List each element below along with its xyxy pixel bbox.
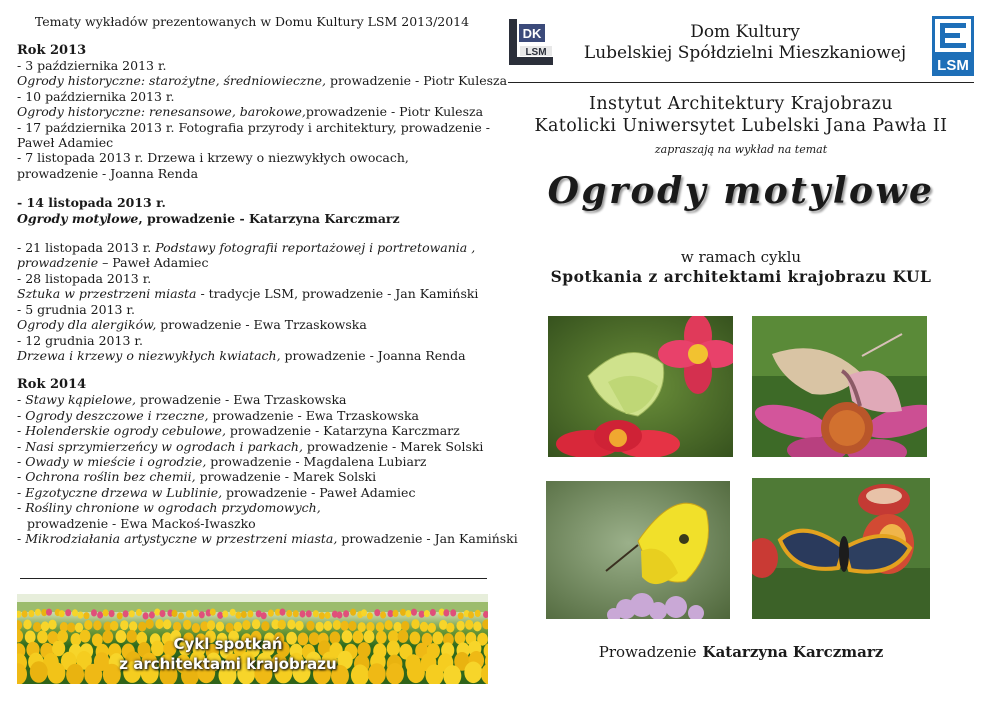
lecture-presenter: prowadzenie - Ewa Trzaskowska [156, 317, 367, 333]
list-item: - 28 listopada 2013 r. [17, 270, 152, 286]
bullet-dash: - [17, 453, 26, 469]
list-item [17, 240, 491, 255]
list-item [17, 392, 491, 407]
bullet-dash: - [17, 500, 26, 516]
org-line2: Lubelskiej Spółdzielni Mieszkaniowej [583, 43, 907, 63]
year-heading-2014: Rok 2014 [17, 377, 87, 393]
list-item [17, 500, 491, 515]
list-item [17, 469, 491, 484]
lecture-topic: Sztuka w przestrzeni miasta [17, 286, 197, 302]
dk-logo-text: DK [522, 26, 542, 41]
lecture-topic: Ogrody deszczowe i rzeczne, [25, 407, 209, 423]
list-item: - 7 listopada 2013 r. Drzewa i krzewy o niezwykłych owocach, [17, 150, 409, 166]
organization-name [560, 22, 930, 64]
lecture-date: - 21 listopada 2013 r. [17, 240, 156, 256]
lecture-topic: Ochrona roślin bez chemii, [25, 469, 196, 485]
highlighted-lecture [17, 211, 491, 226]
lecture-presenter: prowadzenie - Piotr Kulesza [325, 73, 508, 89]
cycle-intro: w ramach cyklu [680, 248, 802, 266]
bullet-dash: - [17, 438, 26, 454]
list-item [17, 255, 491, 270]
banner-caption-line1: Cykl spotkań [173, 635, 283, 653]
lecture-topic: Ogrody historyczne: renesansowe, barokowe, [17, 104, 306, 120]
list-item: - 10 października 2013 r. [17, 88, 175, 104]
lecture-list [17, 14, 518, 546]
lecture-topic: Podstawy fotografii reportażowej i portretowania , [155, 240, 476, 256]
list-title: Tematy wykładów prezentowanych w Domu Kultury LSM 2013/2014 [34, 14, 470, 29]
bullet-dash: - [17, 530, 26, 546]
list-item [17, 348, 491, 363]
lecture-presenter: prowadzenie - Jan Kamiński [337, 530, 518, 546]
lsm-logo [932, 16, 974, 76]
list-item: Paweł Adamiec [17, 135, 114, 151]
lecture-topic: Holenderskie ogrody cebulowe, [25, 423, 226, 439]
lecture-title: Ogrody motylowe [547, 170, 935, 212]
lecture-presenter: prowadzenie - Marek Solski [195, 469, 377, 485]
dk-logo-lsm-text: LSM [525, 47, 547, 58]
lecture-presenter: prowadzenie - Marek Solski [302, 438, 484, 454]
lecture-topic: Drzewa i krzewy o niezwykłych kwiatach, [17, 347, 281, 363]
institute-name [508, 93, 974, 137]
lecture-presenter: prowadzenie - Magdalena Lubiarz [206, 453, 427, 469]
banner-caption [118, 634, 338, 674]
lecture-presenter: prowadzenie - Piotr Kulesza [305, 104, 484, 120]
org-line1: Dom Kultury [690, 22, 800, 42]
bullet-dash: - [17, 407, 26, 423]
university-line: Katolicki Uniwersytet Lubelski Jana Pawła II [534, 116, 948, 136]
list-item: - 12 grudnia 2013 r. [17, 332, 143, 348]
lecture-topic: Ogrody historyczne: starożytne, średniowieczne, [17, 73, 326, 89]
bullet-dash: - [17, 423, 26, 439]
presenter-line [508, 643, 974, 661]
lecture-presenter: prowadzenie - Katarzyna Karczmarz [225, 423, 460, 439]
year-heading-2013: Rok 2013 [17, 43, 87, 58]
lsm-logo-text: LSM [937, 57, 969, 74]
lecture-topic: Egzotyczne drzewa w Lublinie, [25, 484, 223, 500]
bullet-dash: - [17, 484, 26, 500]
lecture-topic: Stawy kąpielowe, [25, 392, 136, 408]
list-item: prowadzenie - Ewa Mackoś-Iwaszko [27, 515, 256, 531]
lecture-topic: Ogrody motylowe [17, 210, 139, 226]
lecture-topic: prowadzenie [17, 255, 99, 271]
institute-line: Instytut Architektury Krajobrazu [589, 94, 893, 114]
list-item: - 5 grudnia 2013 r. [17, 301, 135, 317]
lecture-presenter: prowadzenie - Ewa Trzaskowska [136, 392, 347, 408]
list-item [17, 485, 491, 500]
list-item: - 3 października 2013 r. [17, 58, 167, 73]
lecture-topic: Owady w mieście i ogrodzie, [25, 453, 207, 469]
list-item [17, 423, 491, 438]
list-item: prowadzenie - Joanna Renda [17, 165, 199, 181]
list-item [17, 104, 491, 119]
divider [508, 82, 974, 83]
presenter-name: Katarzyna Karczmarz [702, 643, 884, 661]
cycle-name: Spotkania z architektami krajobrazu KUL [550, 267, 932, 286]
lecture-presenter: prowadzenie - Ewa Trzaskowska [208, 407, 420, 423]
lecture-topic: Mikrodziałania artystyczne w przestrzeni miasta, [25, 530, 338, 546]
butterfly-photo-brimstone [548, 316, 733, 457]
lecture-presenter: – Paweł Adamiec [98, 255, 209, 271]
list-item [17, 317, 491, 332]
butterfly-photo-yellow [546, 481, 730, 619]
list-item [17, 408, 491, 423]
butterfly-photo-dark [752, 478, 930, 619]
lecture-topic: Rośliny chronione w ogrodach przydomowych, [25, 500, 321, 516]
lecture-presenter: , prowadzenie - Katarzyna Karczmarz [138, 210, 400, 226]
list-item [17, 73, 508, 89]
dk-lsm-logo [508, 18, 554, 66]
list-item [17, 439, 491, 454]
list-item [17, 530, 518, 546]
bullet-dash: - [17, 469, 26, 485]
moth-on-echinacea-photo [752, 316, 927, 457]
divider [20, 578, 487, 579]
lecture-presenter: prowadzenie - Joanna Renda [280, 347, 466, 363]
presenter-label: Prowadzenie [598, 643, 697, 661]
list-item [17, 286, 491, 301]
list-item [17, 454, 491, 469]
highlighted-lecture-date: - 14 listopada 2013 r. [17, 195, 166, 211]
list-item: - 17 października 2013 r. Fotografia przyrody i architektury, prowadzenie - [17, 119, 490, 135]
lecture-topic: Nasi sprzymierzeńcy w ogrodach i parkach, [25, 438, 303, 454]
lecture-presenter: prowadzenie - Paweł Adamiec [222, 484, 416, 500]
banner-caption-line2: z architektami krajobrazu [119, 655, 337, 673]
invitation-text: zapraszają na wykład na temat [654, 143, 828, 156]
lecture-presenter: - tradycje LSM, prowadzenie - Jan Kamiński [196, 286, 479, 302]
lecture-topic: Ogrody dla alergików, [17, 317, 157, 333]
bullet-dash: - [17, 392, 26, 408]
